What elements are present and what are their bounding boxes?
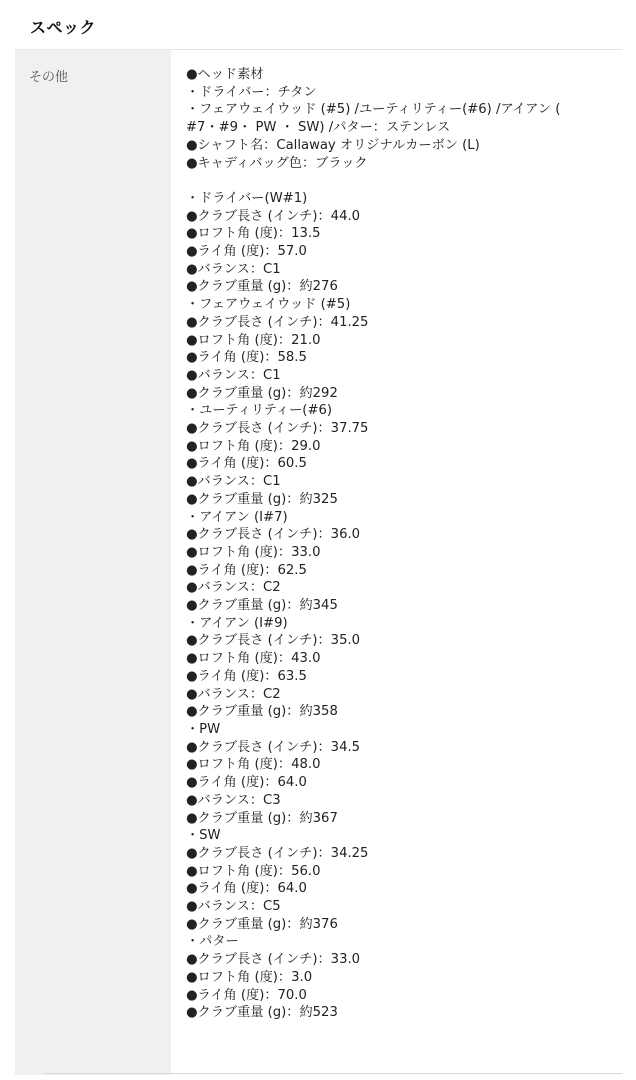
- club-length: ●クラブ長さ (インチ)：36.0: [186, 527, 361, 543]
- club-lie: ●ライ角 (度)：70.0: [186, 987, 307, 1003]
- club-balance: ●バランス：C1: [186, 261, 281, 277]
- spec-row-label: その他: [15, 50, 171, 1075]
- club-loft: ●ロフト角 (度)：13.5: [186, 226, 321, 242]
- head-material-heading: ●ヘッド素材: [186, 67, 264, 82]
- club-weight: ●クラブ重量 (g)：約345: [186, 598, 338, 614]
- head-material-driver: ・ドライバー：チタン: [186, 84, 317, 100]
- club-lie: ●ライ角 (度)：64.0: [186, 775, 307, 791]
- club-name: ・ドライバー(W#1): [186, 190, 308, 206]
- club-name: ・PW: [186, 722, 221, 737]
- club-weight: ●クラブ重量 (g)：約358: [186, 704, 338, 720]
- club-loft: ●ロフト角 (度)：56.0: [186, 863, 321, 879]
- club-length: ●クラブ長さ (インチ)：44.0: [186, 208, 361, 224]
- club-lie: ●ライ角 (度)：58.5: [186, 350, 307, 366]
- club-balance: ●バランス：C3: [186, 792, 281, 808]
- club-name: ・アイアン (I#7): [186, 509, 288, 525]
- club-weight: ●クラブ重量 (g)：約376: [186, 916, 338, 932]
- club-name: ・アイアン (I#9): [186, 615, 288, 631]
- spec-row-value: [171, 50, 622, 1075]
- shaft-name: ●シャフト名：Callaway オリジナルカーボン (L): [186, 137, 480, 153]
- club-lie: ●ライ角 (度)：63.5: [186, 668, 307, 684]
- club-name: ・SW: [186, 828, 221, 844]
- club-length: ●クラブ長さ (インチ)：34.25: [186, 845, 369, 861]
- club-weight: ●クラブ重量 (g)：約276: [186, 279, 338, 295]
- spec-table: [15, 49, 622, 1075]
- spacer: [186, 172, 610, 190]
- club-balance: ●バランス：C2: [186, 580, 281, 596]
- club-name: ・ユーティリティー(#6): [186, 403, 333, 419]
- club-weight: ●クラブ重量 (g)：約367: [186, 810, 338, 826]
- club-weight: ●クラブ重量 (g)：約292: [186, 385, 338, 401]
- caddie-bag-color: ●キャディバッグ色：ブラック: [186, 155, 368, 171]
- club-length: ●クラブ長さ (インチ)：37.75: [186, 421, 369, 437]
- club-lie: ●ライ角 (度)：60.5: [186, 456, 307, 472]
- club-weight: ●クラブ重量 (g)：約325: [186, 491, 338, 507]
- divider: [44, 1073, 622, 1074]
- club-lie: ●ライ角 (度)：62.5: [186, 562, 307, 578]
- section-title: スペック: [30, 18, 97, 37]
- club-balance: ●バランス：C1: [186, 474, 281, 490]
- club-loft: ●ロフト角 (度)：33.0: [186, 544, 321, 560]
- club-loft: ●ロフト角 (度)：21.0: [186, 332, 321, 348]
- club-loft: ●ロフト角 (度)：3.0: [186, 969, 313, 985]
- club-balance: ●バランス：C5: [186, 899, 281, 915]
- club-loft: ●ロフト角 (度)：43.0: [186, 651, 321, 667]
- club-loft: ●ロフト角 (度)：29.0: [186, 438, 321, 454]
- club-balance: ●バランス：C2: [186, 686, 281, 702]
- head-material-others-cont: #7・#9・ PW ・ SW) /パター：ステンレス: [186, 120, 451, 136]
- club-name: ・フェアウェイウッド (#5): [186, 297, 351, 313]
- club-lie: ●ライ角 (度)：57.0: [186, 244, 307, 260]
- club-lie: ●ライ角 (度)：64.0: [186, 881, 307, 897]
- club-name: ・パター: [186, 934, 239, 950]
- club-balance: ●バランス：C1: [186, 367, 281, 383]
- club-length: ●クラブ長さ (インチ)：34.5: [186, 739, 361, 755]
- club-length: ●クラブ長さ (インチ)：33.0: [186, 952, 361, 968]
- club-weight: ●クラブ重量 (g)：約523: [186, 1005, 338, 1021]
- club-length: ●クラブ長さ (インチ)：35.0: [186, 633, 361, 649]
- head-material-others: ・フェアウェイウッド (#5) /ユーティリティー(#6) /アイアン (: [186, 102, 561, 118]
- club-loft: ●ロフト角 (度)：48.0: [186, 757, 321, 773]
- club-length: ●クラブ長さ (インチ)：41.25: [186, 314, 369, 330]
